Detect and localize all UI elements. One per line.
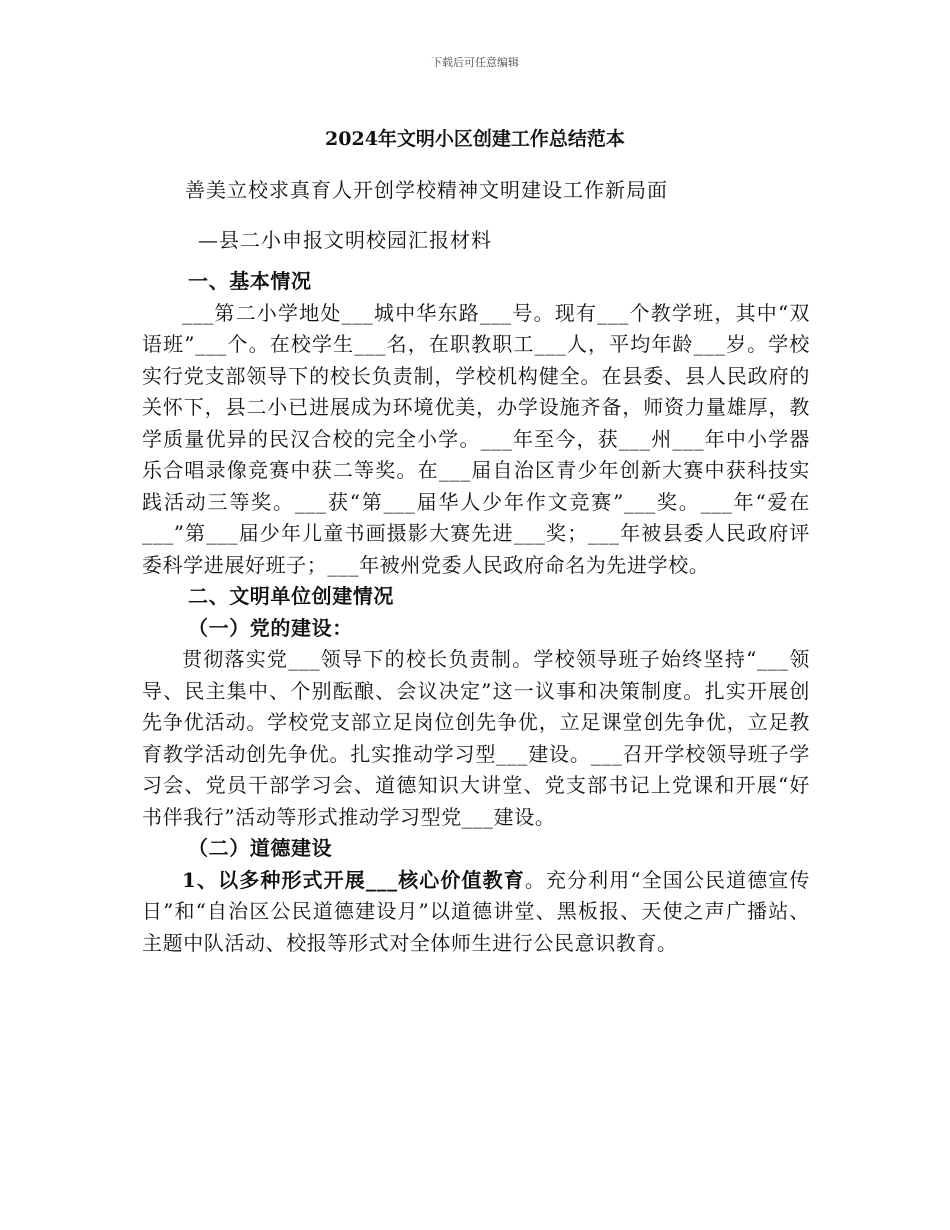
paragraph-party-building: 贯彻落实党___领导下的校长负责制。学校领导班子始终坚持“___领导、民主集中、个别酝酿、会议决定”这一议事和决策制度。扎实开展创先争优活动。学校党支部立足岗位创先争优，立足课堂创先争优，立足教育教学活动创先争优。扎实推动学习型___建设。___召开学校领导班子学习会、党员干部学习会、道德知识大讲堂、党支部书记上党课和开展“好书伴我行”活动等形式推动学习型党___建设。	[142, 647, 810, 829]
paragraph-basic-info: ___第二小学地处___城中华东路___号。现有___个教学班，其中“双语班”___个。在校学生___名，在职教职工___人，平均年龄___岁。学校实行党支部领导下的校长负责制，学校机构健全。在县委、县人民政府的关怀下，县二小已进展成为环境优美，办学设施齐备，师资力量雄厚，教学质量优异的民汉合校的完全小学。___年至今，获___州___年中小学器乐合唱录像竞赛中获二等奖。在___届自治区青少年创新大赛中获科技实践活动三等奖。___获“第___届华人少年作文竞赛”___奖。___年“爱在___”第___届少年儿童书画摄影大赛先进___奖；___年被县委人民政府评委科学进展好班子；___年被州党委人民政府命名为先进学校。	[142, 300, 810, 577]
paragraph-lead-bold: 1、以多种形式开展___核心价值教育	[182, 867, 525, 892]
subsection-heading-moral: （二）道德建设	[188, 836, 333, 860]
subtitle-main: 善美立校求真育人开创学校精神文明建设工作新局面	[185, 178, 668, 202]
subsection-heading-party: （一）党的建设：	[188, 615, 353, 640]
paragraph-moral-building	[142, 865, 810, 960]
header-note: 下载后可任意编辑	[431, 56, 519, 69]
document-title: 2024年文明小区创建工作总结范本	[325, 128, 625, 150]
document-body	[142, 266, 810, 959]
subtitle-secondary: —县二小申报文明校园汇报材料	[198, 228, 492, 252]
paragraph-moral-rest: 。充分利用“全国公民道德宣传日”和“自治区公民道德建设月”以道德讲堂、黑板报、天使之声广播站、主题中队活动、校报等形式对全体师生进行公民意识教育。	[142, 867, 811, 955]
section-heading-basic: 一、基本情况	[188, 269, 312, 293]
section-heading-civilization: 二、文明单位创建情况	[188, 584, 394, 608]
